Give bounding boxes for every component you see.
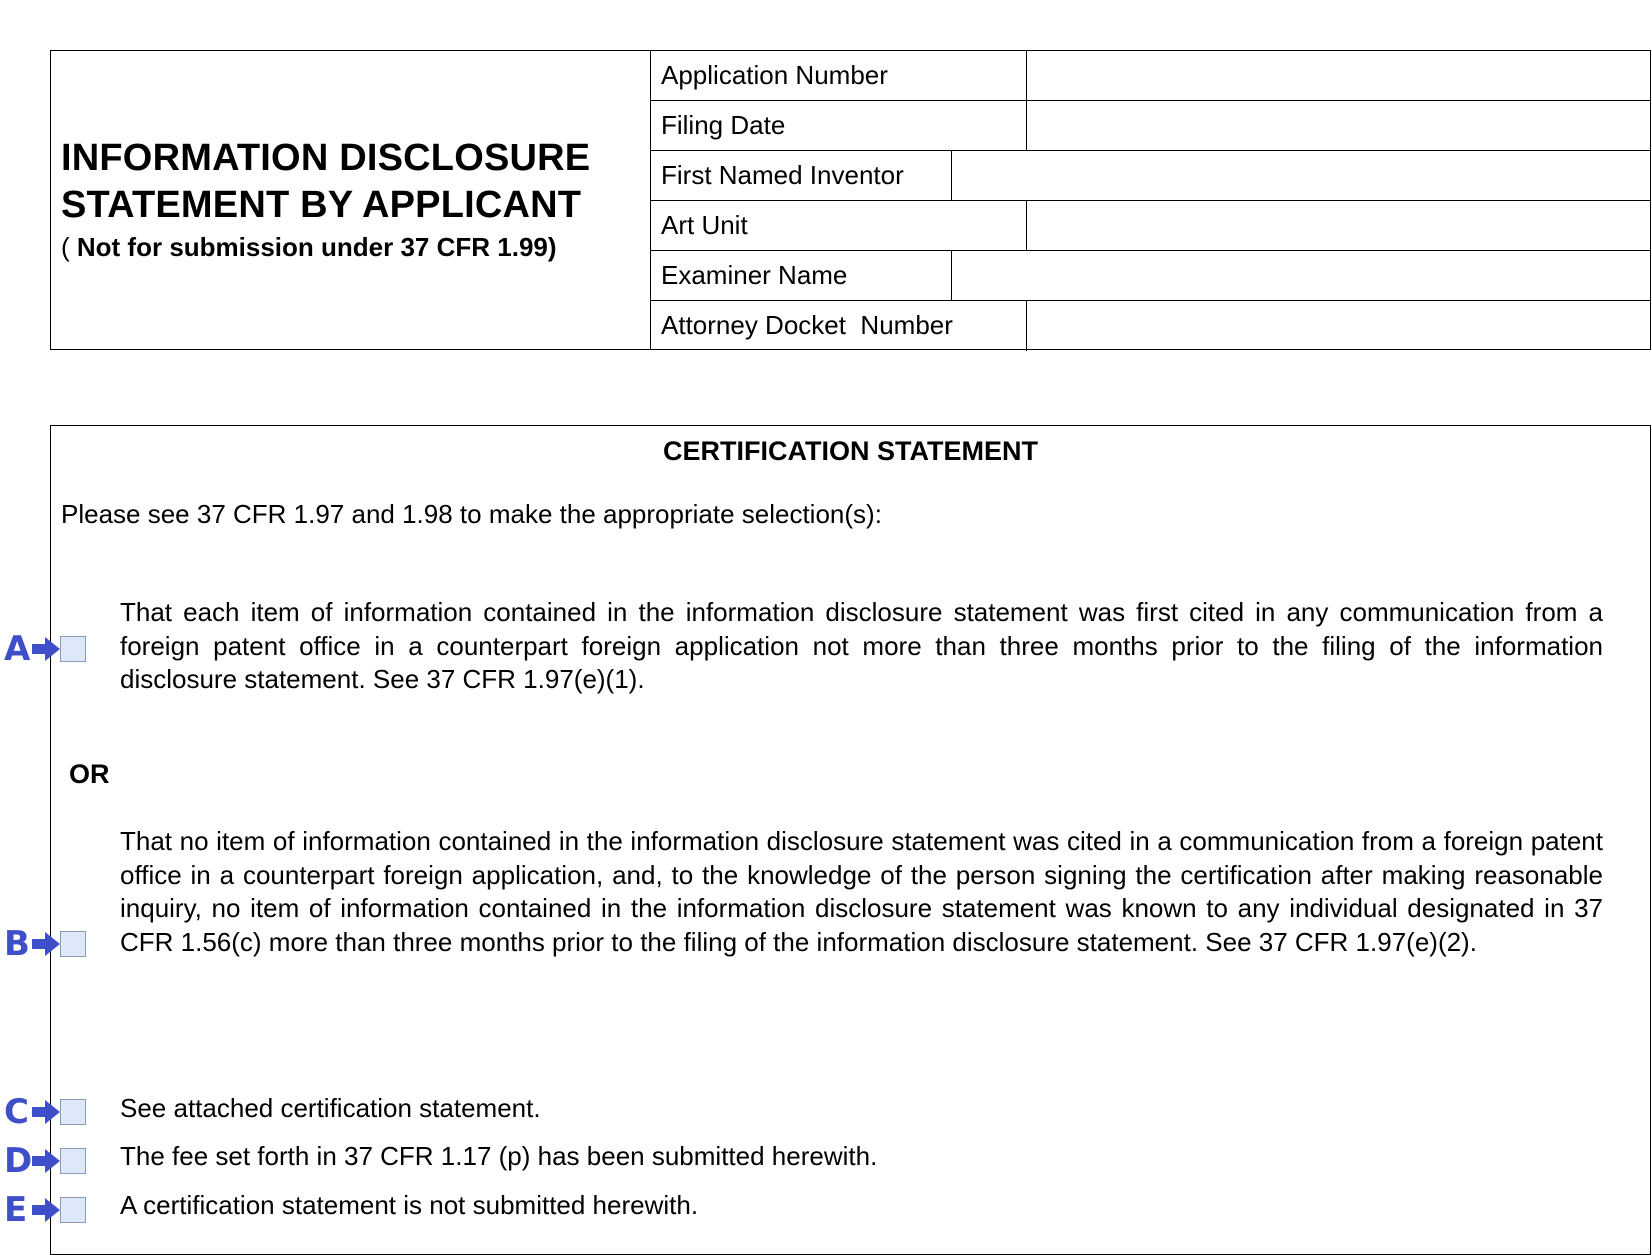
marker-e: [4, 1190, 61, 1230]
examiner-name-label: Examiner Name: [661, 260, 848, 290]
marker-e-letter: E: [4, 1190, 28, 1230]
field-row-art-unit: [651, 201, 1650, 251]
option-b-text: That no item of information contained in the information disclosure statement was cited in a communication from a foreign patent office in a counterpart foreign application, and, to the knowledge of the person signing the certification after making reasonable inquiry, no item of information contained in the information disclosure statement was known to any individual designated in 37 CFR 1.56(c) more than three months prior to the filing of the information disclosure statement. See 37 CFR 1.97(e)(2).: [120, 826, 1603, 957]
marker-c: [4, 1092, 61, 1132]
marker-a: [4, 629, 61, 669]
field-row-examiner-name: [651, 251, 1650, 301]
field-row-application-number: [651, 51, 1650, 101]
certification-instructions: Please see 37 CFR 1.97 and 1.98 to make the appropriate selection(s):: [61, 499, 882, 529]
form-subtitle: [61, 231, 557, 263]
application-number-label: Application Number: [661, 60, 888, 90]
option-e-text: A certification statement is not submitted herewith.: [120, 1190, 699, 1220]
option-e-checkbox[interactable]: [60, 1197, 86, 1223]
form-title-line-2: STATEMENT BY APPLICANT: [61, 184, 582, 226]
application-fields: [651, 51, 1650, 349]
attorney-docket-number-field[interactable]: [1026, 300, 1650, 351]
arrow-right-icon: [31, 636, 61, 662]
application-number-field[interactable]: [1026, 50, 1650, 100]
art-unit-field[interactable]: [1026, 200, 1650, 250]
option-b-checkbox[interactable]: [60, 931, 86, 957]
option-d-text: The fee set forth in 37 CFR 1.17 (p) has been submitted herewith.: [120, 1141, 878, 1171]
marker-d-letter: D: [4, 1141, 33, 1181]
marker-a-letter: A: [4, 629, 31, 669]
first-named-inventor-label: First Named Inventor: [661, 160, 904, 190]
form-subtitle-paren: (: [61, 232, 77, 262]
marker-d: [4, 1141, 61, 1181]
marker-c-letter: C: [4, 1092, 29, 1132]
art-unit-label: Art Unit: [661, 210, 748, 240]
arrow-right-icon: [31, 1099, 61, 1125]
field-row-first-named-inventor: [651, 151, 1650, 201]
arrow-right-icon: [31, 931, 61, 957]
title-area: [51, 51, 651, 349]
form-subtitle-text: Not for submission under 37 CFR 1.99): [76, 232, 557, 262]
filing-date-label: Filing Date: [661, 110, 786, 140]
first-named-inventor-field[interactable]: [951, 150, 1650, 200]
marker-b-letter: B: [4, 924, 30, 964]
examiner-name-field[interactable]: [951, 250, 1650, 300]
form-title: [61, 135, 590, 229]
form-title-line-1: INFORMATION DISCLOSURE: [61, 137, 591, 179]
certification-title: CERTIFICATION STATEMENT: [663, 436, 1038, 466]
arrow-right-icon: [31, 1197, 61, 1223]
option-a-checkbox[interactable]: [60, 636, 86, 662]
field-row-attorney-docket-number: [651, 301, 1650, 351]
filing-date-field[interactable]: [1026, 100, 1650, 150]
option-c-checkbox[interactable]: [60, 1099, 86, 1125]
option-a-text: That each item of information contained in the information disclosure statement was first cited in any communication from a foreign patent office in a counterpart foreign application not more than three months prior to the filing of the information disclosure statement. See 37 CFR 1.97(e)(1).: [120, 597, 1603, 694]
arrow-right-icon: [31, 1148, 61, 1174]
field-row-filing-date: [651, 101, 1650, 151]
certification-section: [50, 425, 1651, 1255]
or-label: OR: [69, 759, 110, 789]
option-d-checkbox[interactable]: [60, 1148, 86, 1174]
option-c-text: See attached certification statement.: [120, 1093, 541, 1123]
attorney-docket-number-label: Attorney Docket Number: [661, 310, 953, 340]
form-header: [50, 50, 1651, 350]
marker-b: [4, 924, 61, 964]
